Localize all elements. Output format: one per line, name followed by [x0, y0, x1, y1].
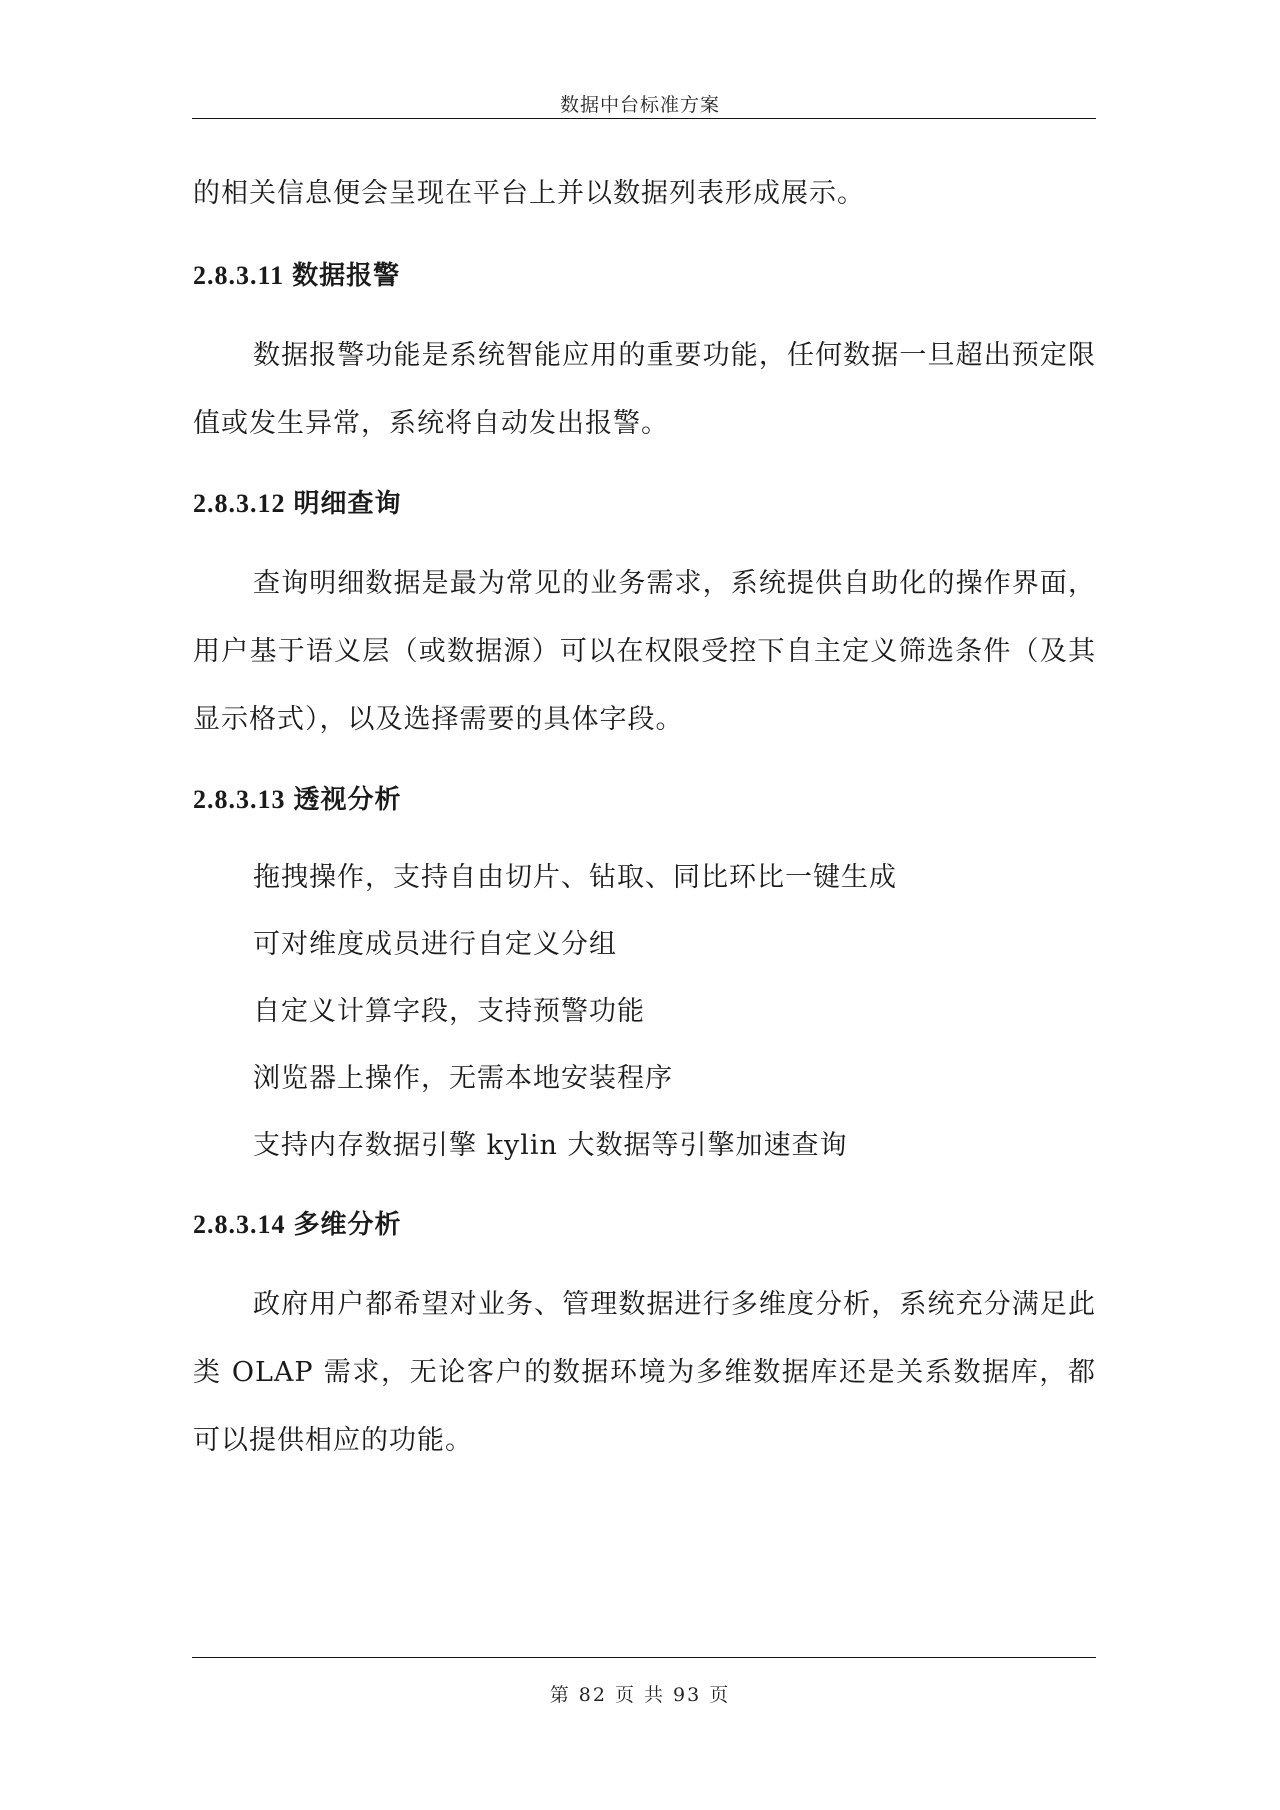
footer-prefix: 第	[549, 1684, 571, 1706]
document-body	[193, 160, 1096, 1475]
footer-suffix: 页	[709, 1684, 731, 1706]
section-paragraph-multidim-analysis: 政府用户都希望对业务、管理数据进行多维度分析，系统充分满足此类 OLAP 需求，无论客户的数据环境为多维数据库还是关系数据库，都可以提供相应的功能。	[193, 1289, 1096, 1456]
section-number: 2.8.3.11	[193, 261, 285, 290]
header-divider	[192, 118, 1096, 119]
section-paragraph-detail-query: 查询明细数据是最为常见的业务需求，系统提供自助化的操作界面，用户基于语义层（或数据源）可以在权限受控下自主定义筛选条件（及其显示格式），以及选择需要的具体字段。	[193, 568, 1096, 735]
list-item: 拖拽操作，支持自由切片、钻取、同比环比一键生成	[253, 862, 897, 893]
footer-divider	[192, 1657, 1096, 1658]
section-paragraph-data-alert: 数据报警功能是系统智能应用的重要功能，任何数据一旦超出预定限值或发生异常，系统将自动发出报警。	[193, 340, 1096, 439]
page-header-title: 数据中台标准方案	[559, 94, 720, 116]
intro-paragraph: 的相关信息便会呈现在平台上并以数据列表形成展示。	[193, 178, 865, 209]
list-item: 可对维度成员进行自定义分组	[253, 929, 617, 960]
section-heading-data-alert	[193, 256, 1096, 296]
section-number: 2.8.3.14	[193, 1210, 286, 1239]
section-heading-detail-query	[193, 484, 1096, 524]
section-title: 明细查询	[293, 489, 402, 519]
footer-total-pages: 93	[673, 1684, 702, 1706]
list-item: 浏览器上操作，无需本地安装程序	[253, 1063, 673, 1094]
section-number: 2.8.3.12	[193, 489, 286, 518]
section-number: 2.8.3.13	[193, 785, 286, 814]
section-heading-pivot-analysis	[193, 780, 1096, 820]
footer-page-number: 82	[578, 1684, 607, 1706]
section-title: 数据报警	[292, 261, 401, 291]
section-heading-multidim-analysis	[193, 1205, 1096, 1245]
list-item: 支持内存数据引擎 kylin 大数据等引擎加速查询	[253, 1130, 848, 1161]
footer-middle: 页 共	[614, 1684, 666, 1706]
page-footer	[0, 1680, 1280, 1707]
section-title: 透视分析	[293, 785, 402, 815]
section-title: 多维分析	[293, 1210, 402, 1240]
list-item: 自定义计算字段，支持预警功能	[253, 996, 645, 1027]
